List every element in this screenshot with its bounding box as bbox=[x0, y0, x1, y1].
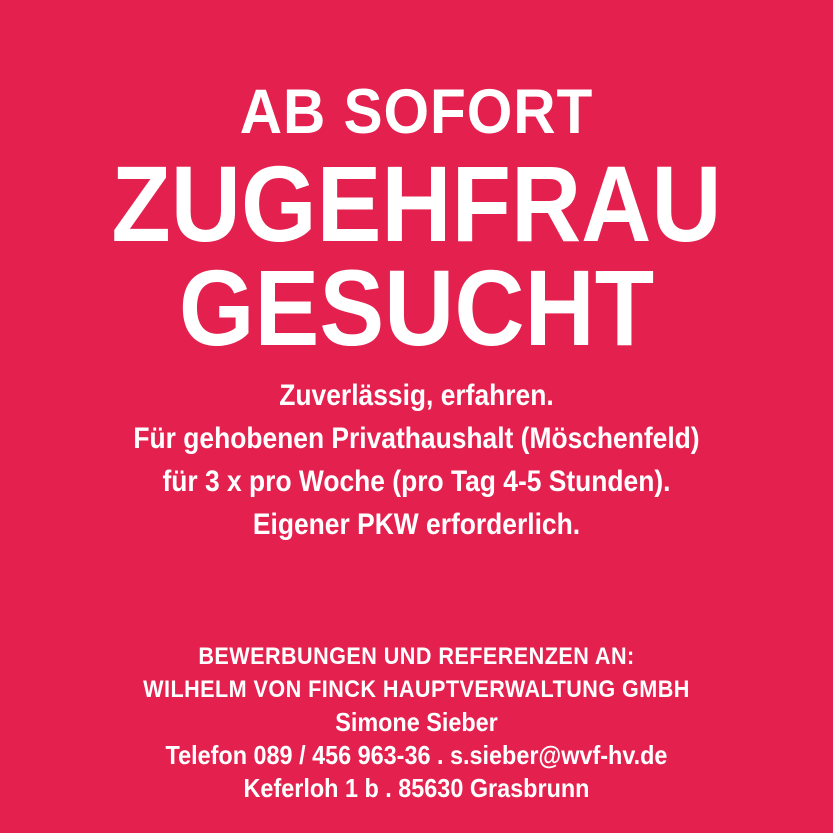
headline-kicker: AB SOFORT bbox=[239, 77, 594, 147]
contact-person: Simone Sieber bbox=[335, 707, 498, 737]
body-line-reliable: Zuverlässig, erfahren. bbox=[279, 379, 554, 412]
headline bbox=[42, 143, 792, 368]
body-line-car-required: Eigener PKW erforderlich. bbox=[252, 508, 581, 541]
contact-address: Keferloh 1 b . 85630 Grasbrunn bbox=[243, 773, 590, 803]
headline-line-2: GESUCHT bbox=[178, 247, 655, 368]
body-line-schedule: für 3 x pro Woche (pro Tag 4-5 Stunden). bbox=[162, 465, 671, 498]
body-line-household: Für gehobenen Privathaushalt (Möschenfeld) bbox=[133, 422, 700, 455]
contact-phone-email: Telefon 089 / 456 963-36 . s.sieber@wvf-hv.de bbox=[165, 740, 668, 770]
contact-company: WILHELM VON FINCK HAUPTVERWALTUNG GMBH bbox=[143, 676, 690, 703]
contact-block bbox=[0, 640, 833, 805]
contact-heading: BEWERBUNGEN UND REFERENZEN AN: bbox=[198, 643, 635, 670]
headline-line-1: ZUGEHFRAU bbox=[111, 143, 722, 264]
body-text bbox=[0, 374, 833, 546]
